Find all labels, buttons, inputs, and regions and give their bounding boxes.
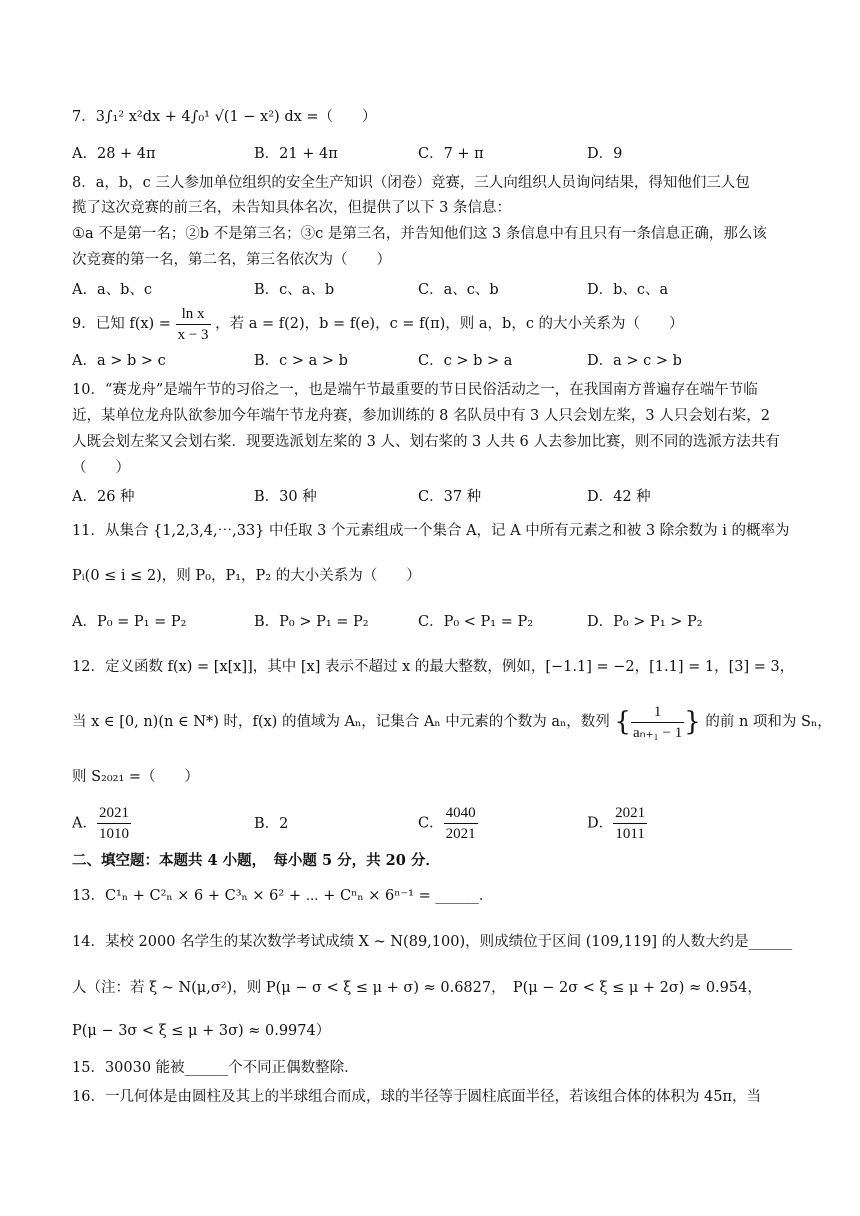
q10-option-b: B．30 种 xyxy=(254,489,317,505)
question-12-line-1: 12．定义函数 f(x) = [x[x]]，其中 [x] 表示不超过 x 的最大整数，例如，[−1.1] = −2，[1.1] = 1，[3] = 3， xyxy=(72,659,795,675)
q8-option-b: B．c、a、b xyxy=(254,282,335,298)
question-8-line-1: 8．a，b，c 三人参加单位组织的安全生产知识（闭卷）竞赛，三人向组织人员询问结果，得知他们三人包 xyxy=(72,175,750,191)
question-10-line-2: 近，某单位龙舟队欲参加今年端午节龙舟赛，参加训练的 8 名队员中有 3 人只会划左桨，3 人只会划右桨，2 xyxy=(72,408,770,424)
q9-fraction xyxy=(176,304,211,345)
q12-option-b-value: 2 xyxy=(279,816,289,832)
q7-option-c: C．7 + π xyxy=(418,146,484,162)
q12-option-d-den: 1011 xyxy=(615,826,645,842)
q12-option-b xyxy=(254,814,288,834)
q8-option-d: D．b、c、a xyxy=(587,282,669,298)
q12-fraction-numerator: 1 xyxy=(631,702,684,723)
q12-option-a-fraction xyxy=(97,803,131,844)
question-14-line-3: P(μ − 3σ < ξ ≤ μ + 3σ) ≈ 0.9974） xyxy=(72,1023,331,1039)
q12-fraction-denominator: aₙ₊₁ − 1 xyxy=(632,724,683,741)
q11-option-c: C．P₀ < P₁ = P₂ xyxy=(418,614,534,630)
q11-option-b: B．P₀ > P₁ = P₂ xyxy=(254,614,369,630)
q12-option-c xyxy=(418,803,478,844)
question-10-line-4: （ ） xyxy=(72,460,130,476)
question-10-line-1: 10．“赛龙舟”是端午节的习俗之一，也是端午节最重要的节日民俗活动之一，在我国南方普遍存在端午节临 xyxy=(72,382,758,398)
q12-right-brace: } xyxy=(684,707,701,737)
q9-option-b: B．c > a > b xyxy=(254,353,348,369)
question-16: 16．一几何体是由圆柱及其上的半球组合而成，球的半径等于圆柱底面半径，若该组合体的体积为 45π，当 xyxy=(72,1089,762,1105)
q7-option-b: B．21 + 4π xyxy=(254,146,338,162)
q12-option-a-label: A． xyxy=(72,815,97,832)
q10-option-d: D．42 种 xyxy=(587,489,651,505)
q9-option-a: A．a > b > c xyxy=(72,353,166,369)
q11-option-d: D．P₀ > P₁ > P₂ xyxy=(587,614,703,630)
section-2-heading: 二、填空题：本题共 4 小题， 每小题 5 分，共 20 分． xyxy=(72,852,440,869)
q12-option-c-num: 4040 xyxy=(444,803,478,824)
q9-option-d: D．a > c > b xyxy=(587,353,682,369)
question-14-line-1: 14．某校 2000 名学生的某次数学考试成绩 X ~ N(89,100)，则成绩位于区间 (109,119] 的人数大约是______ xyxy=(72,934,793,950)
q12-fraction xyxy=(631,702,684,743)
q12-option-a-den: 1010 xyxy=(98,826,129,842)
question-8-line-3: ①a 不是第一名；②b 不是第三名；③c 是第三名，并告知他们这 3 条信息中有且只有一条信息正确，那么该 xyxy=(72,226,767,242)
question-12-line-3: 则 S₂₀₂₁ =（ ） xyxy=(72,769,200,785)
question-7-stem: 7．3∫₁² x²dx + 4∫₀¹ √(1 − x²) dx =（ ） xyxy=(72,109,377,125)
q9-fraction-numerator: ln x xyxy=(176,304,211,325)
q12-option-d-fraction xyxy=(613,803,647,844)
q9-option-c: C．c > b > a xyxy=(418,353,513,369)
q8-option-c: C．a、c、b xyxy=(418,282,499,298)
q12-option-b-label: B． xyxy=(254,816,280,832)
q12-left-brace: { xyxy=(614,707,631,737)
question-14-line-2: 人（注：若 ξ ~ N(μ,σ²)，则 P(μ − σ < ξ ≤ μ + σ) ≈ 0.6827， P(μ − 2σ < ξ ≤ μ + 2σ) ≈ 0.954， xyxy=(72,980,762,996)
question-15: 15．30030 能被______个不同正偶数整除． xyxy=(72,1060,359,1076)
q9-fraction-denominator: x − 3 xyxy=(177,326,209,343)
question-10-line-3: 人既会划左桨又会划右桨．现要选派划左桨的 3 人、划右桨的 3 人共 6 人去参加比赛，则不同的选派方法共有 xyxy=(72,434,780,450)
q12-option-c-den: 2021 xyxy=(445,826,476,842)
q12-line2-prefix: 当 x ∈ [0, n)(n ∈ N*) 时，f(x) 的值域为 Aₙ，记集合 Aₙ 中元素的个数为 aₙ，数列 xyxy=(72,714,610,730)
q11-option-a: A．P₀ = P₁ = P₂ xyxy=(72,614,187,630)
q9-prefix: 9．已知 f(x) = xyxy=(72,316,176,332)
q12-option-d xyxy=(587,803,647,844)
q12-option-a xyxy=(72,803,131,844)
question-12-line-2 xyxy=(72,700,832,744)
q12-line2-suffix: 的前 n 项和为 Sₙ， xyxy=(705,714,832,730)
q10-option-c: C．37 种 xyxy=(418,489,482,505)
question-11-line-2: Pᵢ(0 ≤ i ≤ 2)，则 P₀，P₁，P₂ 的大小关系为（ ） xyxy=(72,568,421,584)
q10-option-a: A．26 种 xyxy=(72,489,135,505)
q12-option-c-fraction xyxy=(444,803,478,844)
question-13: 13．C¹ₙ + C²ₙ × 6 + C³ₙ × 6² + ⋯ + Cⁿₙ × 6ⁿ⁻¹ = ______． xyxy=(72,888,494,904)
q9-suffix: ，若 a = f(2)，b = f(e)，c = f(π)，则 a，b，c 的大小关系为（ ） xyxy=(215,316,684,332)
q12-option-a-num: 2021 xyxy=(97,803,131,824)
q12-option-d-label: D． xyxy=(587,815,614,832)
q12-option-c-label: C． xyxy=(418,815,444,832)
q12-option-d-num: 2021 xyxy=(613,803,647,824)
question-9-stem xyxy=(72,302,684,346)
question-11-line-1: 11．从集合 {1,2,3,4,⋯,33} 中任取 3 个元素组成一个集合 A，记 A 中所有元素之和被 3 除余数为 i 的概率为 xyxy=(72,523,790,539)
q8-option-a: A．a、b、c xyxy=(72,282,153,298)
q7-option-d: D．9 xyxy=(587,146,623,162)
q7-option-a: A．28 + 4π xyxy=(72,146,156,162)
question-8-line-2: 揽了这次竞赛的前三名，未告知具体名次，但提供了以下 3 条信息： xyxy=(72,200,511,216)
question-8-line-4: 次竞赛的第一名，第二名，第三名依次为（ ） xyxy=(72,252,391,268)
